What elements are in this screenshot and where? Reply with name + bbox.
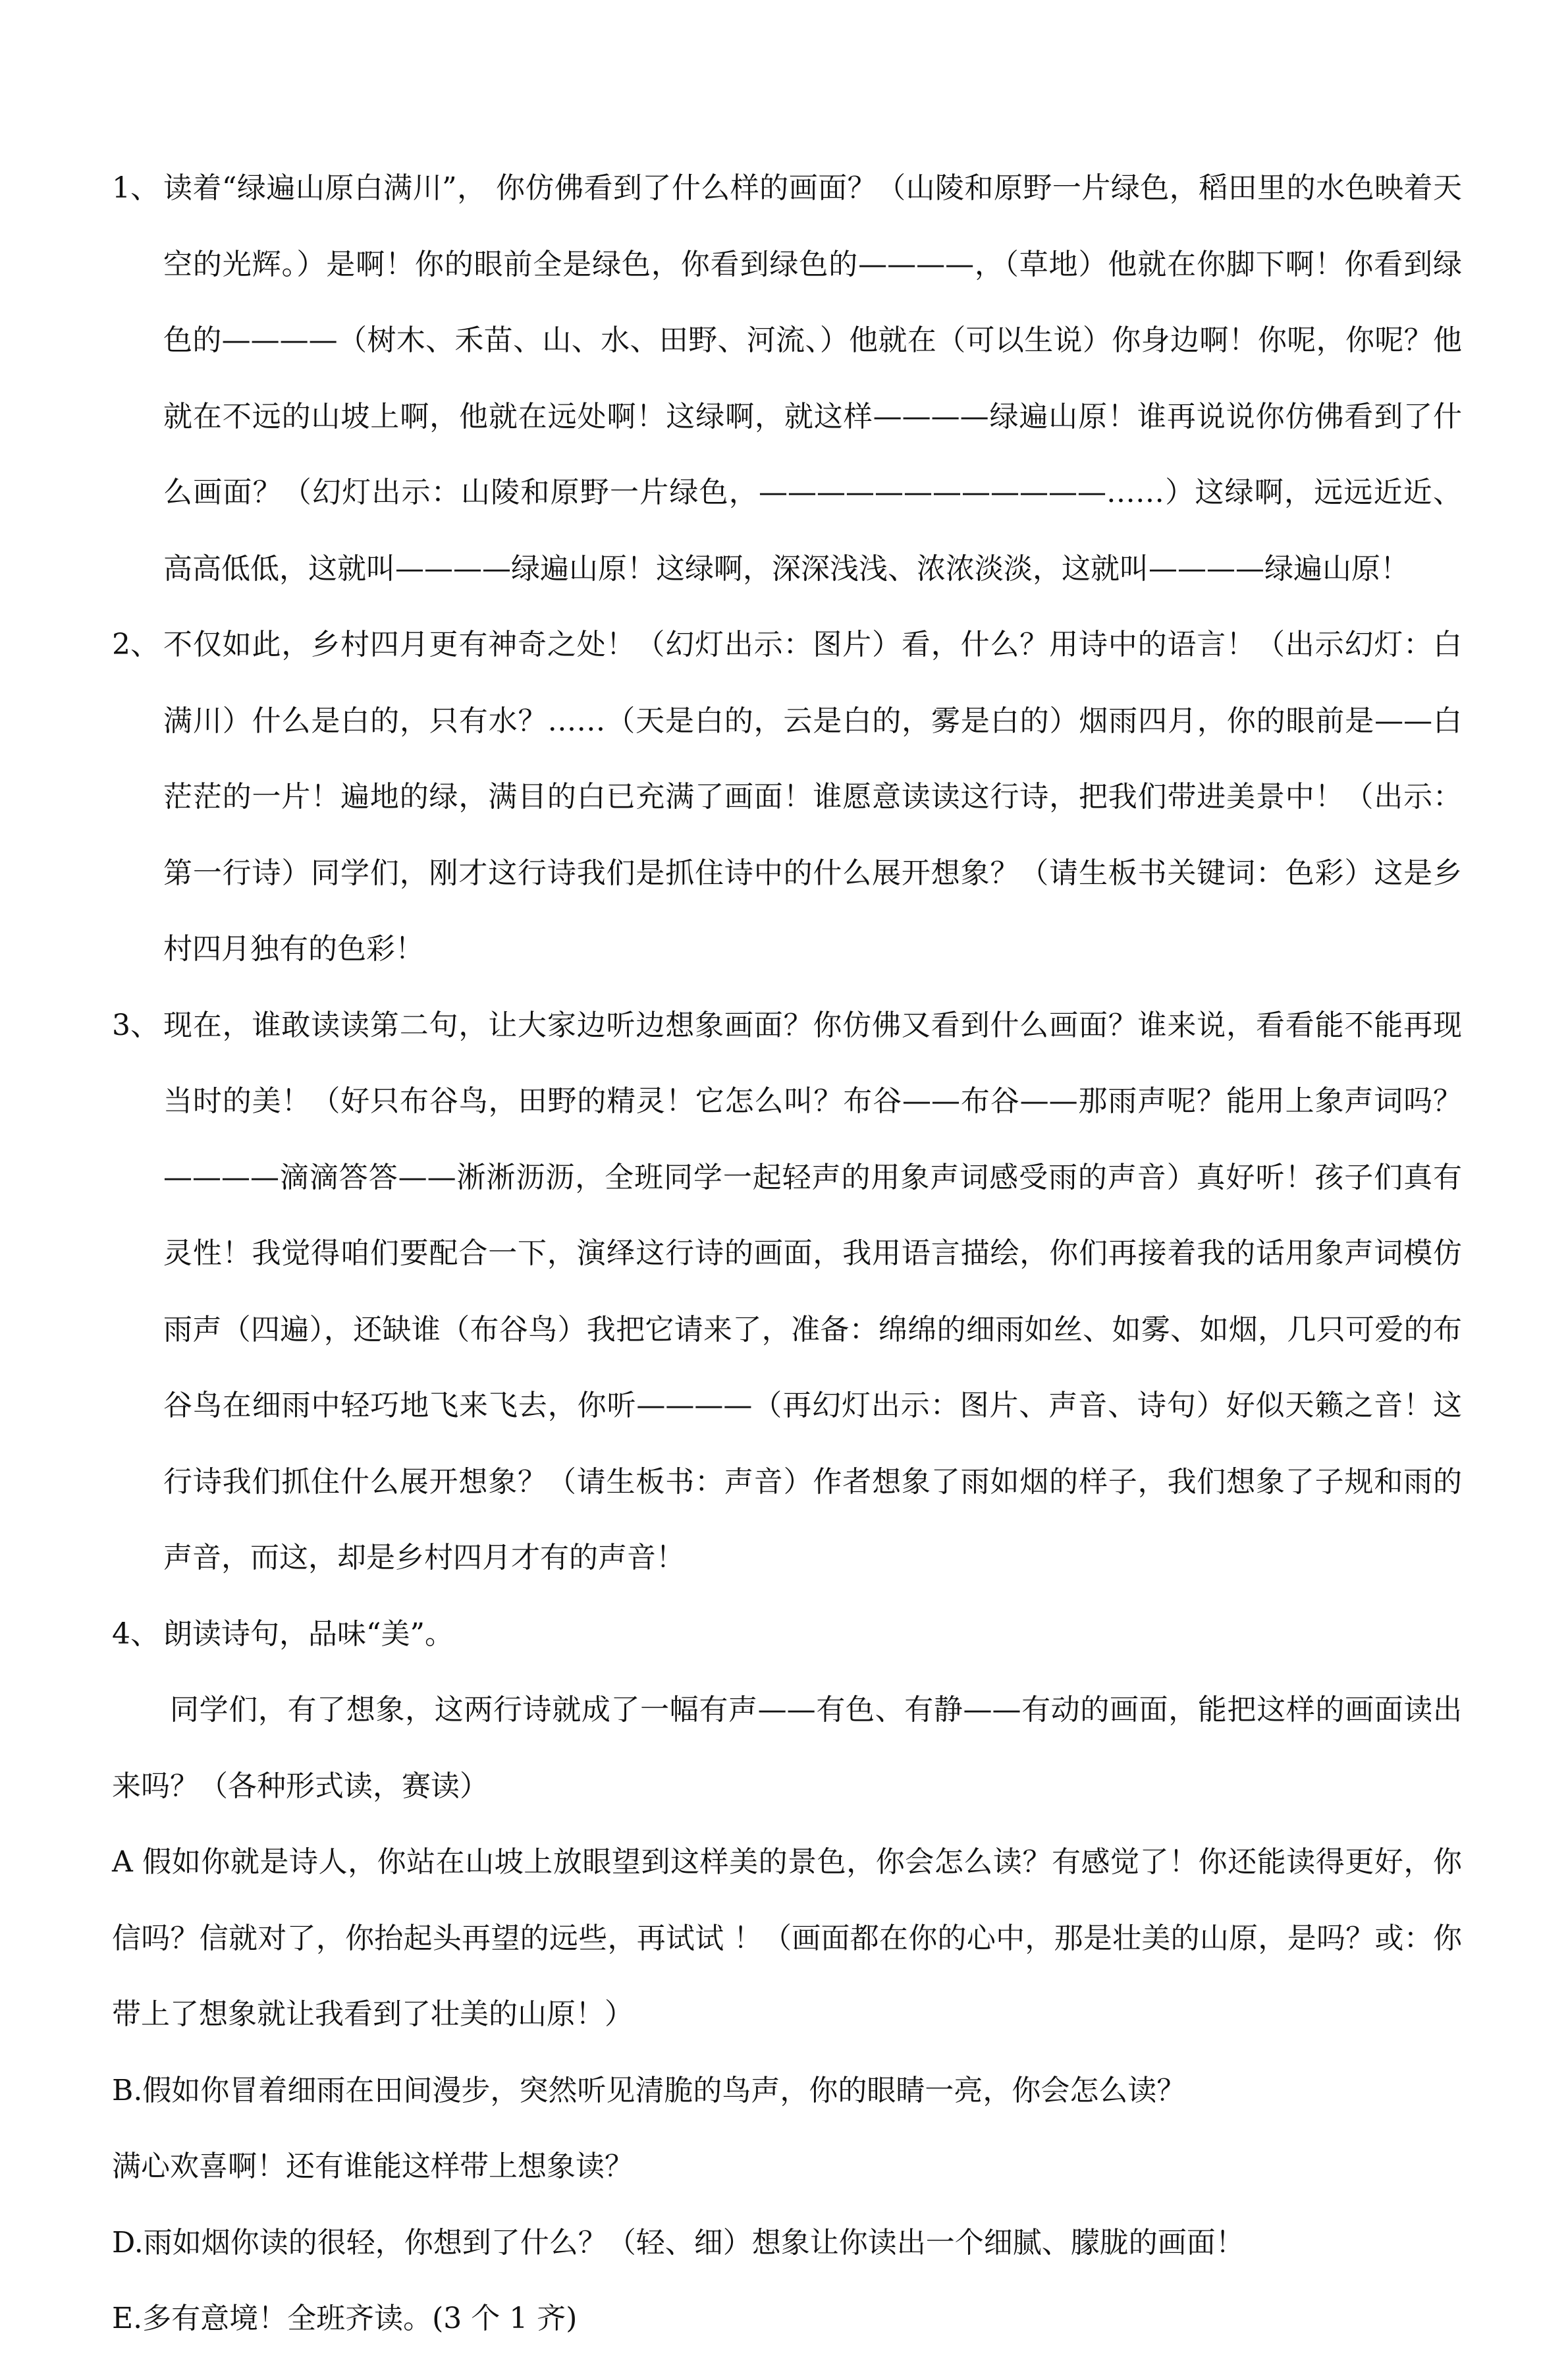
item-number: 3、 <box>112 1008 159 1042</box>
reading-step-b-followup: 满心欢喜啊！还有谁能这样带上想象读？ <box>112 2149 634 2183</box>
item-text: 读着“绿遍山原白满川”， 你仿佛看到了什么样的画面？（山陵和原野一片绿色，稻田里的水色映着天空的光辉。）是啊！你的眼前全是绿色，你看到绿色的————，（草地）他就在你脚下啊！你看到绿色的————（树木、禾苗、山、水、田野、河流、）他就在（可以生说）你身边啊！你呢，你呢？他就在不远的山坡上啊，他就在远处啊！这绿啊，就这样————绿遍山原！谁再说说你仿佛看到了什么画面？（幻灯出示：山陵和原野一片绿色，————————————……）这绿啊，远远近近、高高低低，这就叫————绿遍山原！这绿啊，深深浅浅、浓浓淡淡，这就叫————绿遍山原！ <box>163 171 1462 586</box>
list-item-1 <box>112 150 1462 607</box>
reading-step-a: A 假如你就是诗人，你站在山坡上放眼望到这样美的景色，你会怎么读？有感觉了！你还能读得更好，你信吗？信就对了，你抬起头再望的远些，再试试 ！（画面都在你的心中，那是壮美的山原，是吗？或：你带上了想象就让我看到了壮美的山原！） <box>112 1845 1462 2031</box>
section-4-heading <box>112 1596 1462 1673</box>
reading-step-e: E.多有意境！全班齐读。(3 个 1 齐) <box>112 2302 578 2335</box>
item-number: 4、 <box>112 1617 159 1651</box>
list-item-3 <box>112 987 1462 1596</box>
reading-step-b: B.假如你冒着细雨在田间漫步，突然听见清脆的鸟声，你的眼睛一亮，你会怎么读？ <box>112 2073 1186 2107</box>
document-body <box>112 150 1462 2357</box>
section-4-intro: 同学们，有了想象，这两行诗就成了一幅有声——有色、有静——有动的画面，能把这样的画面读出来吗？（各种形式读，赛读） <box>112 1693 1462 1803</box>
reading-step-d: D.雨如烟你读的很轻，你想到了什么？（轻、细）想象让你读出一个细腻、朦胧的画面！ <box>112 2225 1245 2260</box>
section-title: 朗读诗句，品味“美”。 <box>163 1617 454 1651</box>
item-number: 2、 <box>112 628 159 661</box>
list-item-2 <box>112 607 1462 987</box>
item-text: 不仅如此，乡村四月更有神奇之处！（幻灯出示：图片）看，什么？用诗中的语言！（出示幻灯：白满川）什么是白的，只有水？……（天是白的，云是白的，雾是白的）烟雨四月，你的眼前是——白茫茫的一片！遍地的绿，满目的白已充满了画面！谁愿意读读这行诗，把我们带进美景中！（出示：第一行诗）同学们，刚才这行诗我们是抓住诗中的什么展开想象？（请生板书关键词：色彩）这是乡村四月独有的色彩！ <box>163 628 1462 966</box>
item-number: 1、 <box>112 171 159 205</box>
item-text: 现在，谁敢读读第二句，让大家边听边想象画面？你仿佛又看到什么画面？谁来说，看看能不能再现当时的美！（好只布谷鸟，田野的精灵！它怎么叫？布谷——布谷——那雨声呢？能用上象声词吗？————滴滴答答——淅淅沥沥，全班同学一起轻声的用象声词感受雨的声音）真好听！孩子们真有灵性！我觉得咱们要配合一下，演绎这行诗的画面，我用语言描绘，你们再接着我的话用象声词模仿雨声（四遍），还缺谁（布谷鸟）我把它请来了，准备：绵绵的细雨如丝、如雾、如烟，几只可爱的布谷鸟在细雨中轻巧地飞来飞去，你听————（再幻灯出示：图片、声音、诗句）好似天籁之音！这行诗我们抓住什么展开想象？（请生板书：声音）作者想象了雨如烟的样子，我们想象了子规和雨的声音，而这，却是乡村四月才有的声音！ <box>163 1008 1462 1574</box>
